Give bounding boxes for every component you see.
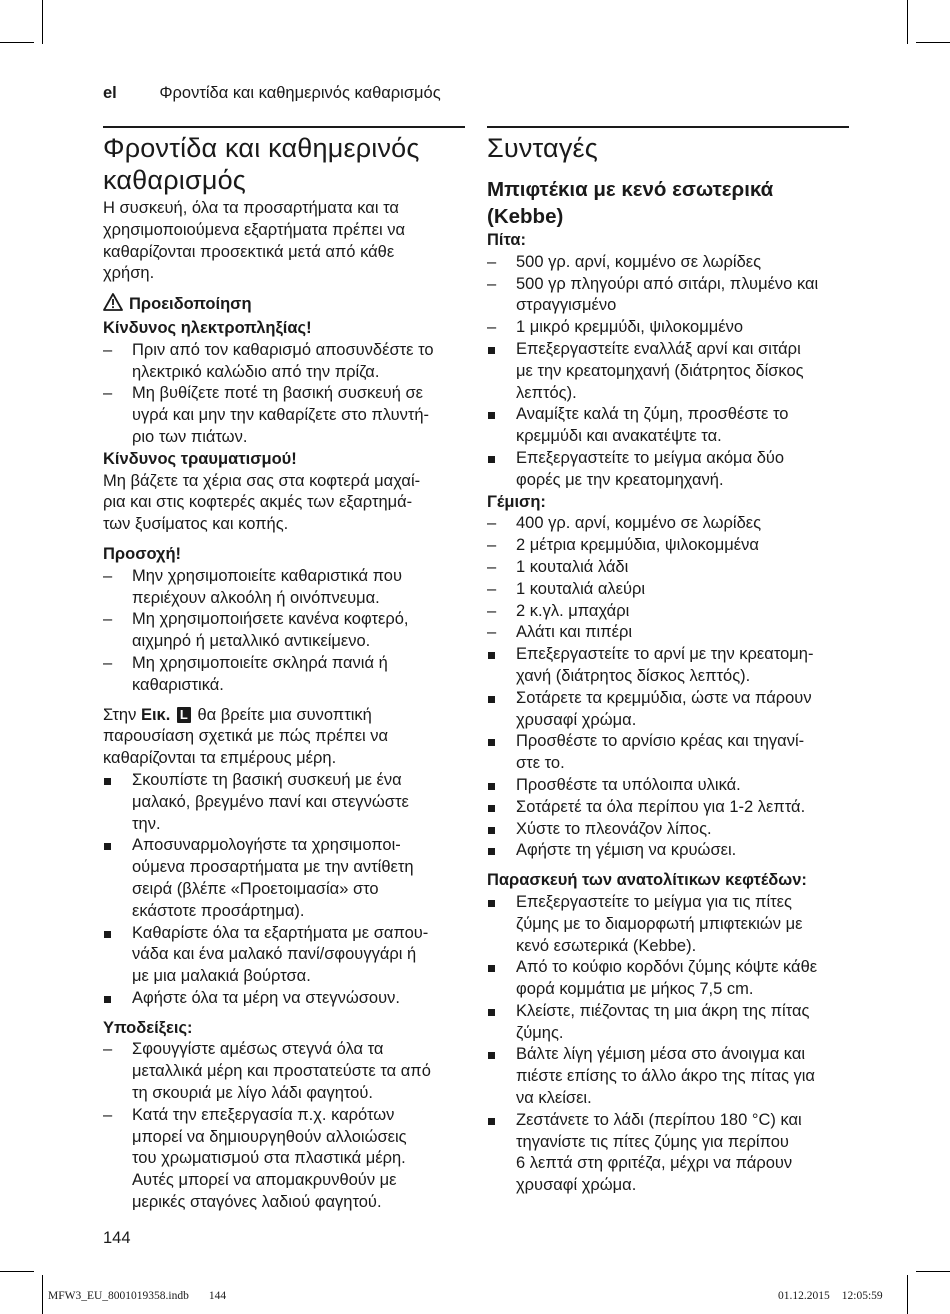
prep-title: Παρασκευή των ανατολίτικων κεφτέδων: <box>487 871 807 890</box>
list-item: – Πριν από τον καθαρισμό αποσυνδέστε το ηλεκτρικό καλώδιο από την πρίζα. <box>103 340 434 381</box>
step-item <box>487 448 849 492</box>
text-line: Επεξεργαστείτε το μείγμα ακόμα δύο <box>516 448 785 467</box>
step-item <box>487 819 849 841</box>
text-line: 500 γρ. αρνί, κομμένο σε λωρίδες <box>516 252 762 271</box>
hints-list <box>103 1039 465 1213</box>
text-line: Αυτές μπορεί να απομακρυνθούν με <box>132 1171 397 1190</box>
step-item <box>487 1110 849 1197</box>
running-header <box>103 84 441 103</box>
text-line: 400 γρ. αρνί, κομμένο σε λωρίδες <box>516 514 762 533</box>
list-item <box>103 988 465 1010</box>
text-line: υγρά και μην την καθαρίζετε στο πλυντή- <box>132 406 430 425</box>
heading-line: Μπιφτέκια με κενό εσωτερικά <box>487 178 774 201</box>
text-line: Προσθέστε το αρνίσιο κρέας και τηγανί- <box>516 732 805 751</box>
text-line: 2 μέτρια κρεμμύδια, ψιλοκομμένα <box>516 536 759 555</box>
ingredient-item: – 1 κουταλιά αλεύρι <box>487 579 646 598</box>
left-column <box>103 126 465 1214</box>
text-line: 6 λεπτά στη φριτέζα, μέχρι να πάρουν <box>516 1154 793 1173</box>
list-item: – Μη χρησιμοποιήσετε κανένα κοφτερό, αιχμηρό ή μεταλλικό αντικείμενο. <box>103 610 409 651</box>
text-line: 500 γρ πληγούρι από σιτάρι, πλυμένο και <box>516 274 819 293</box>
list-item: – Μη βυθίζετε ποτέ τη βασική συσκευή σε υγρά και μην την καθαρίζετε στο πλυντή- ριο των πιάτων. <box>103 384 430 446</box>
text-line: τη σκουριά με λίγο λάδι φαγητού. <box>132 1084 373 1103</box>
text-line: Επεξεργαστείτε εναλλάξ αρνί και σιτάρι <box>516 339 801 358</box>
file-name: MFW3_EU_8001019358.indb <box>48 1290 189 1302</box>
text-line: πιέστε επίσης το άλλο άκρο της πίτας για <box>516 1067 815 1086</box>
crop-mark <box>42 1275 43 1314</box>
file-page: 144 <box>208 1290 227 1302</box>
text-line: 1 μικρό κρεμμύδι, ψιλοκομμένο <box>516 318 744 337</box>
figure-badge: L <box>177 707 191 723</box>
step-item <box>487 688 849 732</box>
language-code: el <box>103 84 117 102</box>
text-line: Από το κούφιο κορδόνι ζύμης κόψτε κάθε <box>516 958 818 977</box>
step-item <box>487 957 849 1001</box>
text-line: με μια μαλακιά βούρτσα. <box>132 967 311 986</box>
ingredient-item: – 500 γρ πληγούρι από σιτάρι, πλυμένο και στραγγισμένο <box>487 274 819 315</box>
text-line: αιχμηρό ή μεταλλικό αντικείμενο. <box>132 632 371 651</box>
text-line: Μην χρησιμοποιείτε καθαριστικά που <box>132 566 402 585</box>
text-line: φορά κομμάτια με μήκος 7,5 cm. <box>516 980 754 999</box>
text-line: την. <box>132 814 161 833</box>
cleaning-steps <box>103 770 465 1010</box>
text-line: Επεξεργαστείτε το αρνί με την κρεατομη- <box>516 645 814 664</box>
shock-list <box>103 340 465 449</box>
text-line: να κλείσει. <box>516 1089 592 1108</box>
text-line: Κλείστε, πιέζοντας τη μια άκρη της πίτας <box>516 1001 810 1020</box>
injury-text <box>103 471 465 536</box>
crop-mark <box>916 1271 950 1272</box>
text-line: Αναμίξτε καλά τη ζύμη, προσθέστε το <box>516 405 789 424</box>
injury-title: Κίνδυνος τραυματισμού! <box>103 449 297 468</box>
text-line: ηλεκτρικό καλώδιο από την πρίζα. <box>132 362 380 381</box>
text-line: εκάστοτε προσάρτημα). <box>132 901 305 920</box>
text-line: χρησιμοποιούμενα εξαρτήματα πρέπει να <box>103 220 405 239</box>
text-line: φορές με την κρεατομηχανή. <box>516 470 724 489</box>
figure-reference <box>103 705 465 770</box>
step-item <box>487 840 849 862</box>
pita-steps <box>487 339 849 492</box>
intro-text <box>103 198 465 285</box>
print-file-info <box>48 1290 226 1302</box>
text-line: λεπτός). <box>516 383 577 402</box>
heading-line: (Kebbe) <box>487 205 564 228</box>
text-line: Αποσυναρμολογήστε τα χρησιμοποι- <box>132 836 401 855</box>
text-line: Σοτάρετε τα κρεμμύδια, ώστε να πάρουν <box>516 688 812 707</box>
text-line: Ζεστάνετε το λάδι (περίπου 180 °C) και <box>516 1110 802 1129</box>
print-time: 12:05:59 <box>841 1290 883 1302</box>
text-line: μερικές σταγόνες λαδιού φαγητού. <box>132 1193 382 1212</box>
crop-mark <box>42 0 43 44</box>
text-line: Επεξεργαστείτε το μείγμα για τις πίτες <box>516 892 792 911</box>
text-line: ζύμης με το διαμορφωτή μπιφτεκιών με <box>516 914 803 933</box>
filling-steps <box>487 644 849 862</box>
print-date: 01.12.2015 <box>778 1290 830 1302</box>
text-fragment: Στην <box>103 705 141 724</box>
text-line: Σφουγγίστε αμέσως στεγνά όλα τα <box>132 1040 384 1059</box>
text-line: Αλάτι και πιπέρι <box>516 623 632 642</box>
text-line: καθαρίζονται προσεκτικά μετά από κάθε <box>103 242 395 261</box>
text-line: Μη χρησιμοποιείτε σκληρά πανιά ή <box>132 653 388 672</box>
text-line: Πριν από τον καθαρισμό αποσυνδέστε το <box>132 340 434 359</box>
text-line: χρήση. <box>103 264 155 283</box>
text-line: Η συσκευή, όλα τα προσαρτήματα και τα <box>103 199 399 217</box>
filling-ingredients <box>487 513 849 644</box>
text-line: Σκουπίστε τη βασική συσκευή με ένα <box>132 770 402 789</box>
text-line: 2 κ.γλ. μπαχάρι <box>516 601 630 620</box>
column-rule <box>487 126 849 128</box>
text-line: μπορεί να δημιουργηθούν αλλοιώσεις <box>132 1127 407 1146</box>
text-line: των ξυσίματος και κοπής. <box>103 515 289 534</box>
text-line: του χρωματισμού στα πλαστικά μέρη. <box>132 1149 406 1168</box>
text-line: τηγανίστε τις πίτες ζύμης για περίπου <box>516 1132 789 1151</box>
text-line: ρια και στις κοφτερές ακμές των εξαρτημά- <box>103 493 413 512</box>
text-line: χρυσαφί χρώμα. <box>516 710 637 729</box>
text-line: Μη χρησιμοποιήσετε κανένα κοφτερό, <box>132 610 409 629</box>
ingredient-item: – 1 κουταλιά λάδι <box>487 557 629 576</box>
text-line: ούμενα προσαρτήματα με την αντίθετη <box>132 858 414 877</box>
text-line: περιέχουν αλκοόλη ή οινόπνευμα. <box>132 588 380 607</box>
text-line: καθαριστικά. <box>132 675 224 694</box>
text-line: Μη βάζετε τα χέρια σας στα κοφτερά μαχαί- <box>103 471 421 490</box>
crop-mark <box>0 42 34 43</box>
page-number: 144 <box>103 1229 131 1247</box>
step-item <box>487 797 849 819</box>
text-line: στε το. <box>516 754 565 773</box>
step-item <box>487 892 849 957</box>
step-item <box>487 731 849 775</box>
heading-line: καθαρισμός <box>103 165 247 195</box>
right-column <box>487 126 849 1197</box>
list-item: – Μη χρησιμοποιείτε σκληρά πανιά ή καθαριστικά. <box>103 653 388 694</box>
step-item <box>487 339 849 404</box>
step-item <box>487 1044 849 1109</box>
text-line: μαλακό, βρεγμένο πανί και στεγνώστε <box>132 792 409 811</box>
text-line: Αφήστε όλα τα μέρη να στεγνώσουν. <box>132 988 400 1007</box>
figure-label: Εικ. <box>140 705 171 724</box>
text-line: καθαρίζονται τα επμέρους μέρη. <box>103 749 337 768</box>
step-item <box>487 1001 849 1045</box>
ingredient-item: – 2 μέτρια κρεμμύδια, ψιλοκομμένα <box>487 536 759 555</box>
text-line: κενό εσωτερικά (Kebbe). <box>516 936 697 955</box>
text-line: νάδα και ένα μαλακό πανί/σφουγγάρι ή <box>132 945 417 964</box>
text-line: ριο των πιάτων. <box>132 427 248 446</box>
list-item <box>103 923 465 988</box>
text-line: σειρά (βλέπε «Προετοιμασία» στο <box>132 879 379 898</box>
list-item: – Μην χρησιμοποιείτε καθαριστικά που περιέχουν αλκοόλη ή οινόπνευμα. <box>103 566 402 607</box>
crop-mark <box>0 1271 34 1272</box>
ingredient-item: – 500 γρ. αρνί, κομμένο σε λωρίδες <box>487 252 762 271</box>
text-line: μεταλλικά μέρη και προστατεύστε τα από <box>132 1062 431 1081</box>
text-line: Προσθέστε τα υπόλοιπα υλικά. <box>516 775 741 794</box>
shock-title: Κίνδυνος ηλεκτροπληξίας! <box>103 318 312 337</box>
ingredient-item: – Αλάτι και πιπέρι <box>487 623 632 642</box>
text-line: Καθαρίστε όλα τα εξαρτήματα με σαπου- <box>132 923 429 942</box>
crop-mark <box>916 42 950 43</box>
text-line: ζύμης. <box>516 1023 564 1042</box>
recipe-title <box>487 176 849 230</box>
list-item: – Σφουγγίστε αμέσως στεγνά όλα τα μεταλλικά μέρη και προστατεύστε τα από τη σκουριά με λίγο λάδι φαγητού. <box>103 1040 431 1103</box>
text-line: κρεμμύδι και ανακατέψτε τα. <box>516 427 722 446</box>
list-item: – Κατά την επεξεργασία π.χ. καρότων μπορεί να δημιουργηθούν αλλοιώσεις του χρωματισμού στα πλαστικά μέρη. Αυτές μπορεί να απομακρυνθούν με μερικές σταγόνες λαδιού φαγητού. <box>103 1105 407 1212</box>
warning-title: Προειδοποίηση <box>129 295 252 314</box>
pita-title: Πίτα: <box>487 231 527 249</box>
text-line: Μη βυθίζετε ποτέ τη βασική συσκευή σε <box>132 384 423 403</box>
prep-steps <box>487 892 849 1197</box>
ingredient-item: – 2 κ.γλ. μπαχάρι <box>487 601 630 620</box>
text-line: Αφήστε τη γέμιση να κρυώσει. <box>516 841 737 860</box>
crop-mark <box>907 0 908 44</box>
ingredient-item: – 400 γρ. αρνί, κομμένο σε λωρίδες <box>487 514 762 533</box>
step-item <box>487 404 849 448</box>
step-item <box>487 775 849 797</box>
caution-title: Προσοχή! <box>103 544 182 563</box>
text-line: με την κρεατομηχανή (διάτρητος δίσκος <box>516 361 804 380</box>
pita-ingredients <box>487 252 849 339</box>
list-item <box>103 770 465 835</box>
caution-list <box>103 566 465 697</box>
header-title: Φροντίδα και καθημερινός καθαρισμός <box>159 84 441 102</box>
text-line: Βάλτε λίγη γέμιση μέσα στο άνοιγμα και <box>516 1045 806 1064</box>
recipes-heading: Συνταγές <box>487 133 598 163</box>
warning-triangle-icon <box>103 293 123 318</box>
text-line: στραγγισμένο <box>516 296 617 315</box>
heading-line: Φροντίδα και καθημερινός <box>103 133 420 163</box>
text-line: χανή (διάτρητος δίσκος λεπτός). <box>516 666 751 685</box>
text-fragment: θα βρείτε μια συνοπτική <box>192 705 372 724</box>
text-line: Κατά την επεξεργασία π.χ. καρότων <box>132 1105 395 1124</box>
text-line: 1 κουταλιά αλεύρι <box>516 579 646 598</box>
text-line: 1 κουταλιά λάδι <box>516 557 629 576</box>
print-timestamp <box>778 1290 883 1302</box>
text-line: Σοτάρετέ τα όλα περίπου για 1-2 λεπτά. <box>516 797 806 816</box>
section-heading <box>103 132 465 196</box>
column-rule <box>103 126 465 128</box>
filling-title: Γέμιση: <box>487 492 546 511</box>
text-line: Χύστε το πλεονάζον λίπος. <box>516 819 712 838</box>
list-item <box>103 835 465 922</box>
ingredient-item: – 1 μικρό κρεμμύδι, ψιλοκομμένο <box>487 318 744 337</box>
text-line: παρουσίαση σχετικά με πώς πρέπει να <box>103 727 389 746</box>
crop-mark <box>907 1275 908 1314</box>
text-line: χρυσαφί χρώμα. <box>516 1176 637 1195</box>
hints-title: Υποδείξεις: <box>103 1018 193 1037</box>
warning-heading <box>103 293 465 318</box>
step-item <box>487 644 849 688</box>
